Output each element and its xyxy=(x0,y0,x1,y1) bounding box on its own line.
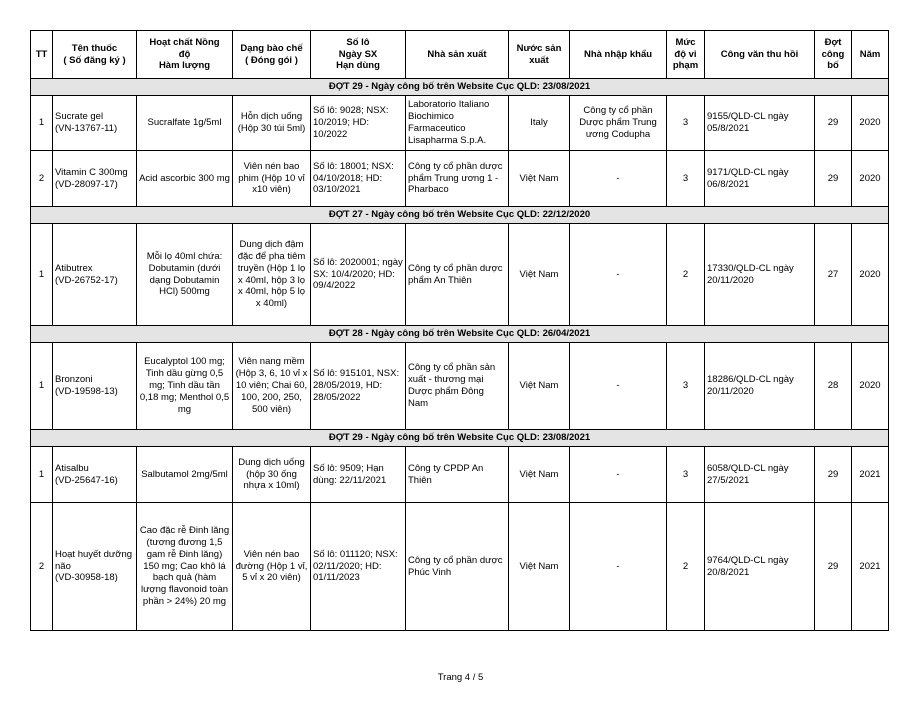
header-tt: TT xyxy=(31,31,53,79)
section-title: ĐỢT 28 - Ngày công bố trên Website Cục QLD: 26/04/2021 xyxy=(31,326,889,343)
cell-nha-nhap-khau: - xyxy=(570,224,667,326)
cell-cong-van: 18286/QLD-CL ngày 20/11/2020 xyxy=(705,343,815,430)
cell-so-lo: Số lô: 9509; Hạn dùng: 22/11/2021 xyxy=(311,447,406,503)
section-title: ĐỢT 29 - Ngày công bố trên Website Cục QLD: 23/08/2021 xyxy=(31,430,889,447)
cell-tt: 1 xyxy=(31,343,53,430)
section-header xyxy=(31,430,889,447)
cell-cong-van: 17330/QLD-CL ngày 20/11/2020 xyxy=(705,224,815,326)
header-row xyxy=(31,31,889,79)
cell-nuoc: Việt Nam xyxy=(509,151,570,207)
cell-tt: 1 xyxy=(31,447,53,503)
header-hoat-chat: Hoạt chất Nồng độ Hàm lượng xyxy=(137,31,233,79)
cell-tt: 2 xyxy=(31,503,53,631)
cell-tt: 1 xyxy=(31,224,53,326)
cell-nha-san-xuat: Công ty cổ phần dược phẩm Trung ương 1 - Pharbaco xyxy=(406,151,509,207)
cell-nam: 2020 xyxy=(852,151,889,207)
cell-nha-san-xuat: Công ty cổ phần dược phẩm An Thiên xyxy=(406,224,509,326)
cell-nam: 2020 xyxy=(852,343,889,430)
cell-muc-do: 3 xyxy=(667,447,705,503)
cell-ten-thuoc: Hoạt huyết dưỡng não (VD-30958-18) xyxy=(53,503,137,631)
table-row xyxy=(31,224,889,326)
header-nha-san-xuat: Nhà sản xuất xyxy=(406,31,509,79)
cell-nha-nhap-khau: - xyxy=(570,447,667,503)
cell-cong-van: 6058/QLD-CL ngày 27/5/2021 xyxy=(705,447,815,503)
section-header xyxy=(31,326,889,343)
cell-nuoc: Italy xyxy=(509,96,570,151)
cell-nha-nhap-khau: - xyxy=(570,151,667,207)
header-dang-bao-che: Dạng bào chế ( Đóng gói ) xyxy=(233,31,311,79)
header-nam: Năm xyxy=(852,31,889,79)
page-number: Trang 4 / 5 xyxy=(437,672,484,683)
header-muc-do: Mức độ vi phạm xyxy=(667,31,705,79)
header-nuoc-san-xuat: Nước sản xuất xyxy=(509,31,570,79)
cell-dang-bao-che: Hỗn dịch uống (Hộp 30 túi 5ml) xyxy=(233,96,311,151)
cell-tt: 2 xyxy=(31,151,53,207)
cell-nam: 2020 xyxy=(852,224,889,326)
cell-muc-do: 3 xyxy=(667,96,705,151)
cell-muc-do: 2 xyxy=(667,224,705,326)
cell-dot: 27 xyxy=(815,224,852,326)
cell-dot: 29 xyxy=(815,447,852,503)
cell-ten-thuoc: Vitamin C 300mg (VD-28097-17) xyxy=(53,151,137,207)
table-row xyxy=(31,343,889,430)
cell-hoat-chat: Cao đặc rễ Đinh lăng (tương đương 1,5 gam rễ Đinh lăng) 150 mg; Cao khô lá bạch quả (hàm lượng flavonoid toàn phần > 24%) 20 mg xyxy=(137,503,233,631)
cell-ten-thuoc: Sucrate gel (VN-13767-11) xyxy=(53,96,137,151)
cell-so-lo: Số lô: 9028; NSX: 10/2019; HD: 10/2022 xyxy=(311,96,406,151)
cell-hoat-chat: Salbutamol 2mg/5ml xyxy=(137,447,233,503)
cell-dang-bao-che: Viên nén bao đường (Hộp 1 vỉ, 5 vỉ x 20 viên) xyxy=(233,503,311,631)
cell-nuoc: Việt Nam xyxy=(509,447,570,503)
cell-dang-bao-che: Viên nén bao phim (Hộp 10 vỉ x10 viên) xyxy=(233,151,311,207)
section-title: ĐỢT 27 - Ngày công bố trên Website Cục QLD: 22/12/2020 xyxy=(31,207,889,224)
cell-hoat-chat: Mỗi lọ 40ml chứa: Dobutamin (dưới dạng Dobutamin HCl) 500mg xyxy=(137,224,233,326)
section-header xyxy=(31,79,889,96)
cell-hoat-chat: Eucalyptol 100 mg; Tinh dầu gừng 0,5 mg; Tinh dầu tần 0,18 mg; Menthol 0,5 mg xyxy=(137,343,233,430)
cell-ten-thuoc: Atisalbu (VD-25647-16) xyxy=(53,447,137,503)
cell-so-lo: Số lô: 2020001; ngày SX: 10/4/2020; HD: 09/4/2022 xyxy=(311,224,406,326)
cell-dot: 29 xyxy=(815,96,852,151)
table-row xyxy=(31,151,889,207)
cell-nam: 2020 xyxy=(852,96,889,151)
cell-dot: 29 xyxy=(815,503,852,631)
cell-tt: 1 xyxy=(31,96,53,151)
header-nha-nhap-khau: Nhà nhập khẩu xyxy=(570,31,667,79)
header-so-lo: Số lô Ngày SX Hạn dùng xyxy=(311,31,406,79)
cell-hoat-chat: Acid ascorbic 300 mg xyxy=(137,151,233,207)
cell-nha-san-xuat: Laboratorio Italiano Biochimico Farmaceutico Lisapharma S.p.A. xyxy=(406,96,509,151)
cell-nam: 2021 xyxy=(852,447,889,503)
cell-ten-thuoc: Atibutrex (VD-26752-17) xyxy=(53,224,137,326)
cell-dot: 29 xyxy=(815,151,852,207)
cell-nam: 2021 xyxy=(852,503,889,631)
header-ten-thuoc: Tên thuốc ( Số đăng ký ) xyxy=(53,31,137,79)
cell-ten-thuoc: Bronzoni (VD-19598-13) xyxy=(53,343,137,430)
table-row xyxy=(31,503,889,631)
cell-nha-nhap-khau: Công ty cổ phần Dược phẩm Trung ương Codupha xyxy=(570,96,667,151)
cell-nha-san-xuat: Công ty CPDP An Thiên xyxy=(406,447,509,503)
table-row xyxy=(31,96,889,151)
cell-cong-van: 9171/QLD-CL ngày 06/8/2021 xyxy=(705,151,815,207)
header-cong-van: Công văn thu hồi xyxy=(705,31,815,79)
recall-table xyxy=(30,30,889,631)
cell-nuoc: Việt Nam xyxy=(509,343,570,430)
cell-cong-van: 9155/QLD-CL ngày 05/8/2021 xyxy=(705,96,815,151)
cell-cong-van: 9764/QLD-CL ngày 20/8/2021 xyxy=(705,503,815,631)
cell-nha-san-xuat: Công ty cổ phần dược Phúc Vinh xyxy=(406,503,509,631)
cell-muc-do: 3 xyxy=(667,151,705,207)
cell-hoat-chat: Sucralfate 1g/5ml xyxy=(137,96,233,151)
cell-nha-nhap-khau: - xyxy=(570,343,667,430)
cell-muc-do: 2 xyxy=(667,503,705,631)
header-dot: Đợt công bố xyxy=(815,31,852,79)
table-row xyxy=(31,447,889,503)
section-title: ĐỢT 29 - Ngày công bố trên Website Cục QLD: 23/08/2021 xyxy=(31,79,889,96)
cell-so-lo: Số lô: 011120; NSX: 02/11/2020; HD: 01/11/2023 xyxy=(311,503,406,631)
cell-nuoc: Việt Nam xyxy=(509,503,570,631)
cell-dang-bao-che: Dung dịch uống (hộp 30 ống nhựa x 10ml) xyxy=(233,447,311,503)
cell-dang-bao-che: Viên nang mềm (Hộp 3, 6, 10 vỉ x 10 viên; Chai 60, 100, 200, 250, 500 viên) xyxy=(233,343,311,430)
cell-dang-bao-che: Dung dịch đậm đặc để pha tiêm truyền (Hộp 1 lọ x 40ml, hộp 3 lọ x 40ml, hộp 5 lọ x 40ml) xyxy=(233,224,311,326)
cell-nha-nhap-khau: - xyxy=(570,503,667,631)
cell-nha-san-xuat: Công ty cổ phần sản xuất - thương mại Dược phẩm Đông Nam xyxy=(406,343,509,430)
cell-muc-do: 3 xyxy=(667,343,705,430)
cell-so-lo: Số lô: 18001; NSX: 04/10/2018; HD: 03/10/2021 xyxy=(311,151,406,207)
cell-dot: 28 xyxy=(815,343,852,430)
section-header xyxy=(31,207,889,224)
cell-so-lo: Số lô: 915101, NSX: 28/05/2019, HD: 28/05/2022 xyxy=(311,343,406,430)
cell-nuoc: Việt Nam xyxy=(509,224,570,326)
